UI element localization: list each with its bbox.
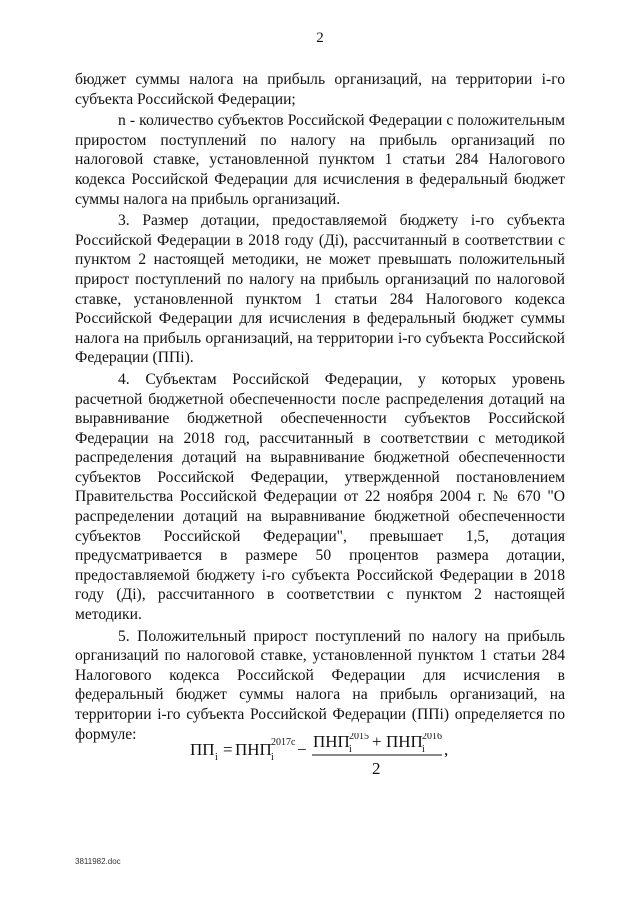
page-number: 2	[316, 30, 324, 46]
formula-equals: =	[223, 740, 233, 759]
formula-num-b-sup: 2016	[422, 733, 442, 742]
formula-num-b: ПНП	[386, 733, 423, 751]
paragraph-item-3: 3. Размер дотации, предоставляемой бюджету i-го субъекта Российской Федерации в 2018 году (Дi), рассчитанный в соответствии с пунктом 2 настоящей методики, не может превышать положительный прирост поступлений по налогу на прибыль организаций по налоговой ставке, установленной пунктом 1 статьи 284 Налогового кодекса Российской Федерации для исчисления в федеральный бюджет суммы налога на прибыль организаций, на территории i-го субъекта Российской Федерации (ППi).	[75, 212, 565, 367]
formula-minus: −	[297, 740, 307, 759]
formula-num-a-sup: 2015	[349, 733, 369, 742]
formula-term1-sup: 2017с	[271, 737, 296, 748]
formula-plus: +	[372, 733, 382, 751]
formula-trailing-comma: ,	[444, 740, 449, 759]
document-body	[75, 70, 565, 746]
formula-term1: ПНП	[235, 740, 272, 759]
document-filename: 3811982.doc	[75, 857, 121, 866]
formula-term1-sub: i	[271, 752, 274, 763]
paragraph-item-5: 5. Положительный прирост поступлений по налогу на прибыль организаций по налоговой ставке, установленной пунктом 1 статьи 284 Налогового кодекса Российской Федерации для исчисления в федеральный бюджет суммы налога на прибыль организаций, на территории i-го субъекта Российской Федерации (ППi) определяется по формуле:	[75, 627, 565, 743]
paragraph-continuation: бюджет суммы налога на прибыль организаций, на территории i-го субъекта Российской Федерации;	[75, 71, 565, 108]
paragraph-n-definition: n - количество субъектов Российской Федерации с положительным приростом поступлений по налогу на прибыль организаций по налоговой ставке, установленной пунктом 1 статьи 284 Налогового кодекса Российской Федерации для исчисления в федеральный бюджет суммы налога на прибыль организаций.	[75, 112, 565, 208]
formula-denominator: 2	[372, 759, 381, 778]
paragraph-item-4: 4. Субъектам Российской Федерации, у которых уровень расчетной бюджетной обеспеченности после распределения дотаций на выравнивание бюджетной обеспеченности субъектов Российской Федерации на 2018 год, рассчитанный в соответствии с методикой распределения дотаций на выравнивание бюджетной обеспеченности субъектов Российской Федерации, утвержденной постановлением Правительства Российской Федерации от 22 ноября 2004 г. № 670 "О распределении дотаций на выравнивание бюджетной обеспеченности субъектов Российской Федерации", превышает 1,5, дотация предусматривается в размере 50 процентов размера дотации, предоставляемой бюджету i-го субъекта Российской Федерации в 2018 году (Дi), рассчитанного в соответствии с пунктом 2 настоящей методики.	[75, 370, 565, 624]
formula-lhs-sub: i	[215, 752, 218, 763]
formula	[190, 733, 450, 783]
formula-num-a: ПНП	[313, 733, 350, 751]
formula-num-a-sub: i	[349, 744, 352, 755]
formula-lhs: ПП	[190, 740, 215, 759]
formula-num-b-sub: i	[422, 744, 425, 755]
